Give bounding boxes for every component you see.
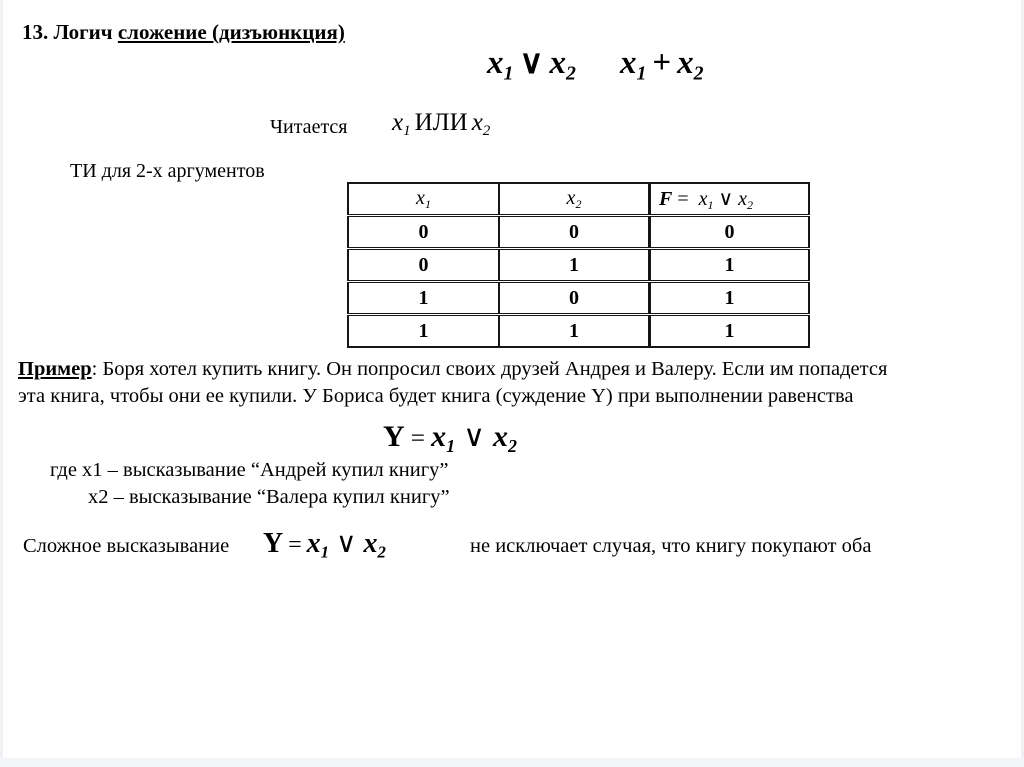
cell: 1 bbox=[650, 282, 810, 315]
table-row bbox=[348, 282, 809, 315]
example-paragraph bbox=[18, 356, 1018, 410]
example-label: Пример bbox=[18, 358, 92, 380]
slide-left-edge bbox=[0, 0, 3, 767]
y-equals-formula: Y = x1 ∨ x2 bbox=[383, 420, 518, 456]
reads-formula: $x_1$ ИЛИ $x_2$ bbox=[392, 109, 491, 139]
truth-table-label: ТИ для 2-х аргументов bbox=[70, 160, 265, 182]
cell: 1 bbox=[348, 282, 499, 315]
complex-statement-suffix: не исключает случая, что книгу покупают оба bbox=[470, 535, 872, 557]
reads-label: Читается bbox=[270, 116, 348, 138]
cell: 0 bbox=[499, 282, 650, 315]
cell: 1 bbox=[348, 315, 499, 348]
or-word: ИЛИ bbox=[414, 109, 468, 136]
header-x2: $x_2$ bbox=[499, 183, 650, 216]
where-x1-line: где x1 – высказывание “Андрей купил книгу” bbox=[50, 459, 449, 481]
disjunction-notations bbox=[487, 42, 704, 85]
table-row bbox=[348, 249, 809, 282]
cell: 0 bbox=[348, 216, 499, 249]
cell: 0 bbox=[348, 249, 499, 282]
complex-statement-label: Сложное высказывание bbox=[23, 535, 230, 557]
truth-table bbox=[347, 182, 810, 348]
cell: 1 bbox=[499, 315, 650, 348]
header-x1: $x_1$ bbox=[416, 186, 431, 211]
title-number: 13. Логич bbox=[22, 20, 113, 44]
cell: 0 bbox=[650, 216, 810, 249]
truth-table-header-row bbox=[348, 183, 809, 216]
example-line-1: Пример: Боря хотел купить книгу. Он попросил своих друзей Андрея и Валеру. Если им попадется bbox=[18, 358, 888, 380]
complex-statement-formula: Y = x1 ∨ x2 bbox=[263, 528, 386, 562]
example-line-2: эта книга, чтобы они ее купили. У Бориса будет книга (суждение Y) при выполнении равенства bbox=[18, 385, 854, 407]
slide-bottom-edge bbox=[0, 758, 1024, 767]
title-underlined: сложение (дизъюнкция) bbox=[117, 20, 345, 44]
where-x2-line: x2 – высказывание “Валера купил книгу” bbox=[88, 486, 450, 508]
cell: 1 bbox=[650, 315, 810, 348]
cell: 1 bbox=[499, 249, 650, 282]
cell: 1 bbox=[650, 249, 810, 282]
formula-vee-notation: x1 ∨ x2 bbox=[487, 45, 576, 85]
table-row bbox=[348, 315, 809, 348]
header-f: $F = x_1$ ∨ $x_2$ bbox=[650, 183, 810, 216]
formula-plus-notation: x1 + x2 bbox=[619, 45, 704, 85]
table-row bbox=[348, 216, 809, 249]
page-title bbox=[22, 20, 345, 45]
cell: 0 bbox=[499, 216, 650, 249]
